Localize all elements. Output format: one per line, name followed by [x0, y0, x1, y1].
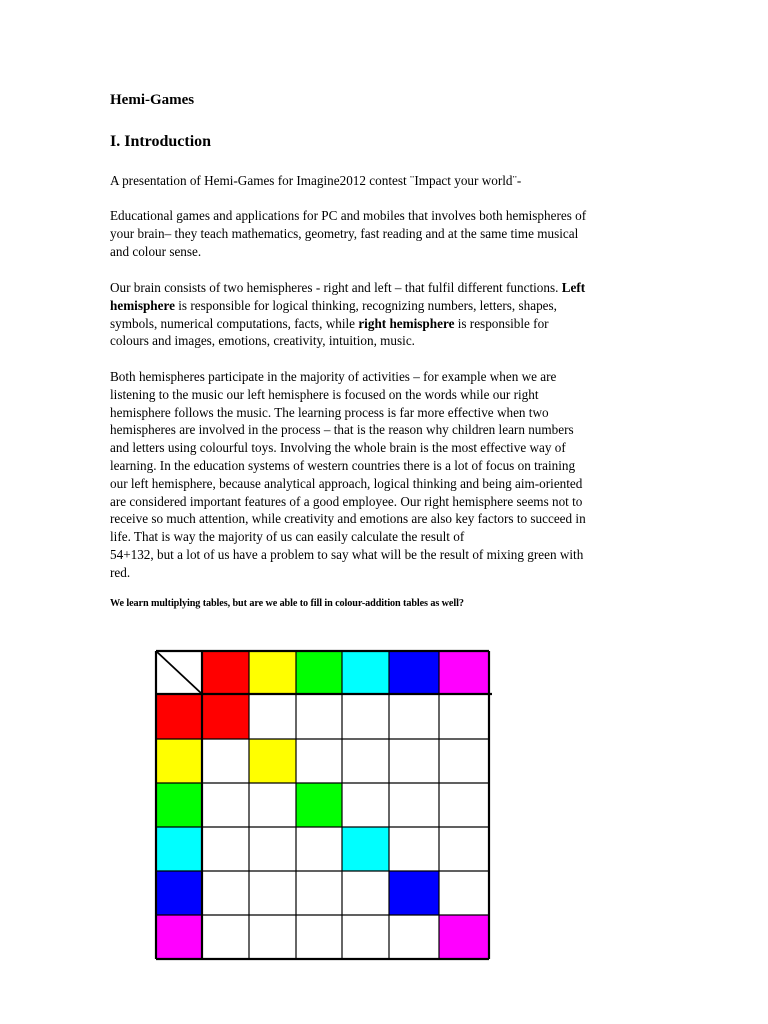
- table-cell-empty: [202, 783, 249, 827]
- section-heading: I. Introduction: [110, 133, 212, 150]
- row-colour-cell: [156, 694, 202, 739]
- table-cell-empty: [342, 871, 389, 915]
- document-title: Hemi-Games: [110, 92, 195, 108]
- table-cell-empty: [202, 827, 249, 871]
- table-cell-empty: [439, 871, 489, 915]
- text-run: is responsible for: [454, 315, 549, 331]
- table-cell-empty: [389, 694, 439, 739]
- paragraph-line: life. That is way the majority of us can easily calculate the result of: [110, 529, 465, 545]
- table-cell-empty: [296, 915, 342, 959]
- diagonal-colour-cell: [389, 871, 439, 915]
- text-run: Our brain consists of two hemispheres - right and left – that fulfil different functions.: [110, 280, 562, 295]
- table-cell-empty: [389, 827, 439, 871]
- paragraph-line: hemisphere follows the music. The learning process is far more effective when two: [110, 404, 549, 420]
- table-cell-empty: [342, 783, 389, 827]
- table-cell-empty: [296, 827, 342, 871]
- table-cell-empty: [389, 915, 439, 959]
- question-text: We learn multiplying tables, but are we able to fill in colour-addition tables as well?: [110, 598, 464, 609]
- table-cell-empty: [296, 694, 342, 739]
- header-colour-cell: [296, 651, 342, 694]
- paragraph-line: red.: [110, 564, 131, 580]
- table-cell-empty: [296, 739, 342, 783]
- bold-term-left: Left: [561, 280, 586, 295]
- paragraph-line: colours and images, emotions, creativity, intuition, music.: [110, 333, 415, 349]
- paragraph-line: 54+132, but a lot of us have a problem to say what will be the result of mixing green with: [110, 546, 584, 562]
- paragraph-line: our left hemisphere, because analytical approach, logical thinking and being aim-oriented: [110, 475, 583, 491]
- paragraph-line: and colour sense.: [110, 243, 202, 259]
- paragraph-line: are considered important features of a good employee. Our right hemisphere seems not to: [110, 493, 583, 509]
- paragraph-line: hemispheres are involved in the process – that is the reason why children learn numbers: [110, 422, 574, 438]
- paragraph-line: Both hemispheres participate in the majority of activities – for example when we are: [110, 369, 557, 384]
- paragraph-line: your brain– they teach mathematics, geometry, fast reading and at the same time musical: [110, 225, 579, 241]
- table-cell-empty: [202, 739, 249, 783]
- header-colour-cell: [249, 651, 296, 694]
- row-colour-cell: [156, 827, 202, 871]
- table-cell-empty: [202, 871, 249, 915]
- text-run: symbols, numerical computations, facts, while: [110, 315, 359, 331]
- table-cell-empty: [249, 694, 296, 739]
- bold-term-hemisphere: hemisphere: [110, 297, 175, 313]
- header-colour-cell: [389, 651, 439, 694]
- diagonal-colour-cell: [249, 739, 296, 783]
- table-cell-empty: [439, 783, 489, 827]
- table-cell-empty: [389, 783, 439, 827]
- row-colour-cell: [156, 739, 202, 783]
- table-cell-empty: [389, 739, 439, 783]
- row-colour-cell: [156, 871, 202, 915]
- header-colour-cell: [439, 651, 489, 694]
- table-cell-empty: [249, 827, 296, 871]
- paragraph-line: receive so much attention, while creativity and emotions are also key factors to succeed in: [110, 511, 586, 527]
- diagonal-colour-cell: [296, 783, 342, 827]
- paragraph-line: learning. In the education systems of western countries there is a lot of focus on training: [110, 457, 576, 473]
- diagonal-colour-cell: [439, 915, 489, 959]
- table-cell-empty: [439, 694, 489, 739]
- table-cell-empty: [342, 694, 389, 739]
- row-colour-cell: [156, 783, 202, 827]
- diagonal-colour-cell: [202, 694, 249, 739]
- header-colour-cell: [342, 651, 389, 694]
- table-cell-empty: [249, 783, 296, 827]
- table-cell-empty: [249, 915, 296, 959]
- table-cell-empty: [439, 739, 489, 783]
- paragraph-line: Educational games and applications for PC and mobiles that involves both hemispheres of: [110, 208, 587, 223]
- table-cell-empty: [296, 871, 342, 915]
- table-cell-empty: [342, 915, 389, 959]
- intro-text: A presentation of Hemi-Games for Imagine2012 contest ¨Impact your world¨-: [110, 173, 522, 188]
- bold-term-right-hemisphere: right hemisphere: [358, 315, 455, 331]
- header-colour-cell: [202, 651, 249, 694]
- diagonal-colour-cell: [342, 827, 389, 871]
- table-cell-empty: [249, 871, 296, 915]
- table-cell-empty: [202, 915, 249, 959]
- paragraph-line: and letters using colourful toys. Involving the whole brain is the most effective way of: [110, 440, 566, 456]
- table-cell-empty: [342, 739, 389, 783]
- row-colour-cell: [156, 915, 202, 959]
- paragraph-line: listening to the music our left hemisphere is focused on the words while our right: [110, 386, 539, 402]
- table-cell-empty: [439, 827, 489, 871]
- text-run: is responsible for logical thinking, recognizing numbers, letters, shapes,: [174, 297, 557, 313]
